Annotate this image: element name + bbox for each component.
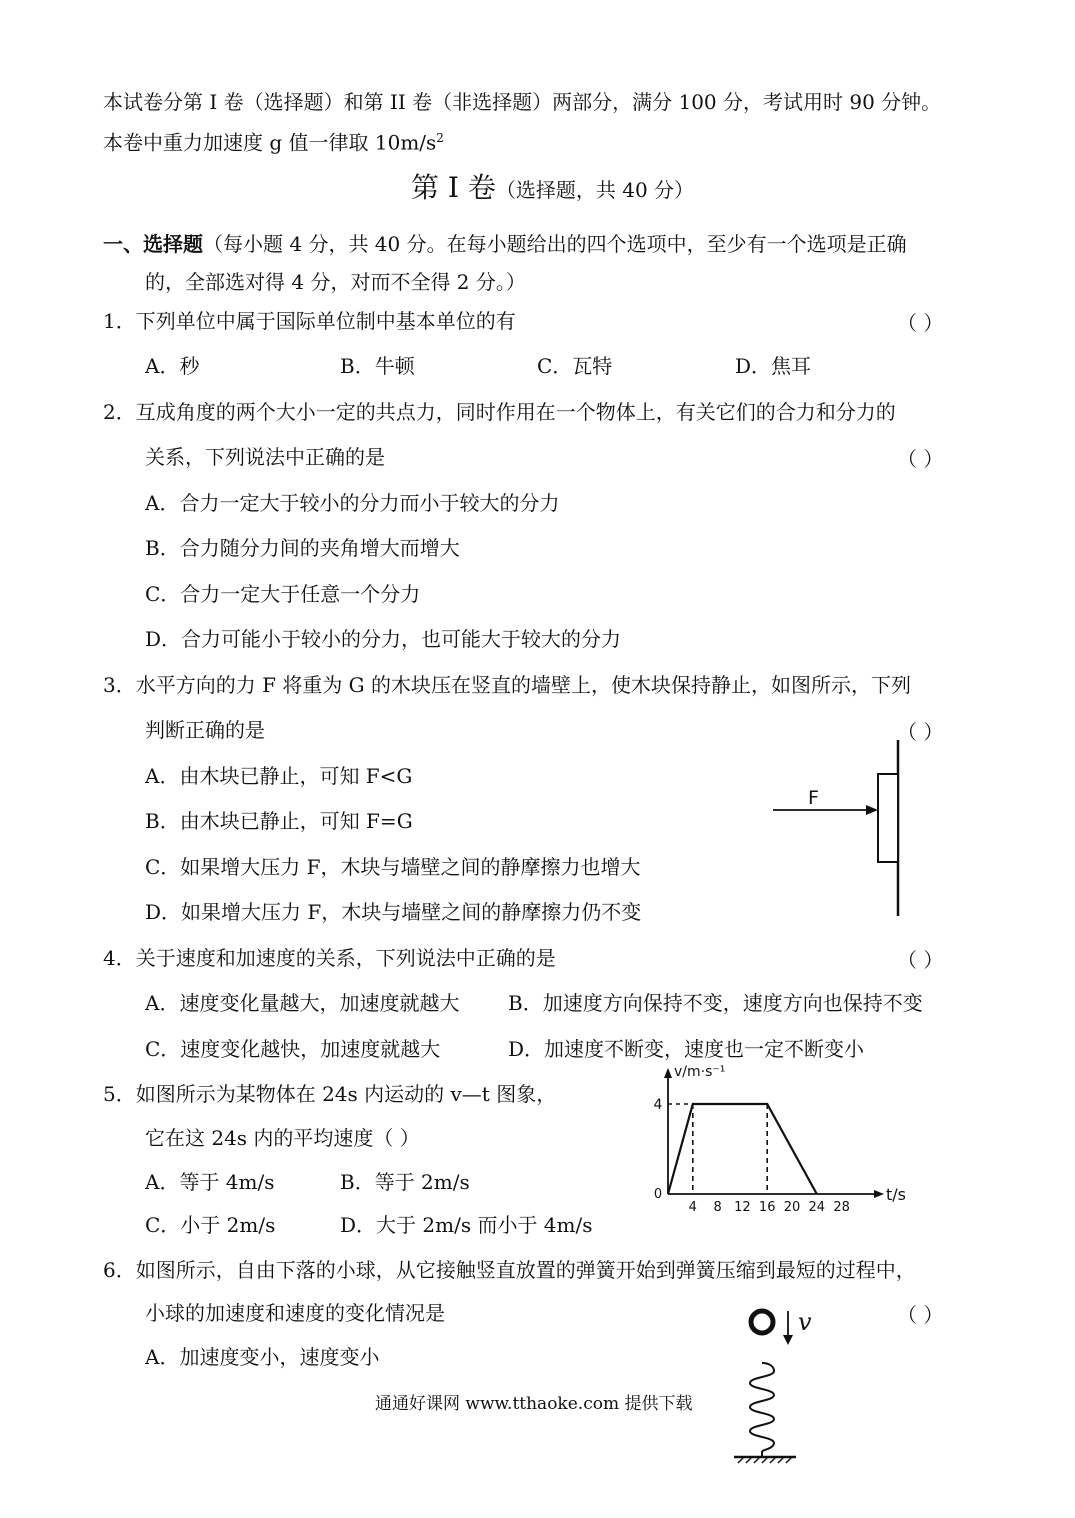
question-1-stem: 1．下列单位中属于国际单位制中基本单位的有 xyxy=(103,309,516,333)
question-3-figure xyxy=(770,740,910,920)
question-3-option-c: C．如果增大压力 F，木块与墙壁之间的静摩擦力也增大 xyxy=(145,855,641,879)
intro-line-2-sup: 2 xyxy=(436,131,444,145)
question-5-option-a: A．等于 4m/s xyxy=(145,1170,275,1194)
y-axis-label: v/m·s⁻¹ xyxy=(674,1064,726,1080)
x-tick-label: 28 xyxy=(833,1200,850,1215)
intro-line-2-text: 本卷中重力加速度 g 值一律取 10m/s xyxy=(103,130,437,155)
question-2-stem-1: 2．互成角度的两个大小一定的共点力，同时作用在一个物体上，有关它们的合力和分力的 xyxy=(103,400,896,424)
question-4-option-a: A．速度变化量越大，加速度就越大 xyxy=(145,991,460,1015)
origin-label: 0 xyxy=(653,1187,663,1202)
force-label: F xyxy=(808,787,819,809)
part-one-instruction-1: （每小题 4 分，共 40 分。在每小题给出的四个选项中，至少有一个选项是正确 xyxy=(203,232,907,256)
question-5-vt-graph xyxy=(650,1062,920,1215)
question-2-option-a: A．合力一定大于较小的分力而小于较大的分力 xyxy=(145,491,560,515)
intro-line-2 xyxy=(103,124,444,157)
question-3-stem-1: 3．水平方向的力 F 将重为 G 的木块压在竖直的墙壁上，使木块保持静止，如图所示，下列 xyxy=(103,673,912,697)
question-3-option-d: D．如果增大压力 F，木块与墙壁之间的静摩擦力仍不变 xyxy=(145,900,642,924)
question-3-option-b: B．由木块已静止，可知 F=G xyxy=(145,809,413,833)
question-6-figure xyxy=(730,1305,830,1475)
question-6-stem-1: 6．如图所示，自由下落的小球，从它接触竖直放置的弹簧开始到弹簧压缩到最短的过程中， xyxy=(103,1258,916,1282)
part-one-heading xyxy=(103,230,907,258)
part-one-title: 一、选择题 xyxy=(103,232,203,256)
part-one-instruction-2: 的，全部选对得 4 分，对而不全得 2 分。） xyxy=(145,270,526,294)
y-axis-arrow xyxy=(664,1068,672,1078)
question-1-option-d: D．焦耳 xyxy=(735,354,812,378)
velocity-arrow-head xyxy=(783,1335,793,1345)
question-1-option-c: C．瓦特 xyxy=(537,354,613,378)
velocity-label: v xyxy=(798,1308,812,1336)
question-3-option-a: A．由木块已静止，可知 F<G xyxy=(145,764,413,788)
question-1-option-a: A．秒 xyxy=(145,354,200,378)
question-5-option-d: D．大于 2m/s 而小于 4m/s xyxy=(340,1213,593,1237)
question-5-stem-1: 5．如图所示为某物体在 24s 内运动的 v—t 图象， xyxy=(103,1082,557,1106)
question-2-answer-paren[interactable]: （ ） xyxy=(897,447,944,471)
question-2-option-c: C．合力一定大于任意一个分力 xyxy=(145,582,421,606)
force-arrow-head xyxy=(866,805,878,815)
question-4-stem: 4．关于速度和加速度的关系，下列说法中正确的是 xyxy=(103,946,556,970)
question-6-answer-paren[interactable]: （ ） xyxy=(897,1303,944,1327)
question-4-option-b: B．加速度方向保持不变，速度方向也保持不变 xyxy=(508,991,923,1015)
question-2-stem-2: 关系，下列说法中正确的是 xyxy=(145,445,385,469)
x-tick-label: 8 xyxy=(713,1200,722,1215)
ball xyxy=(751,1311,773,1333)
question-6-stem-2: 小球的加速度和速度的变化情况是 xyxy=(145,1301,445,1325)
x-tick-label: 12 xyxy=(734,1200,751,1215)
intro-line-1: 本试卷分第 I 卷（选择题）和第 II 卷（非选择题）两部分，满分 100 分，考试用时 90 分钟。 xyxy=(103,90,942,114)
x-axis-label: t/s xyxy=(886,1185,906,1204)
section-subtitle: （选择题，共 40 分） xyxy=(495,178,695,202)
question-6-option-a: A．加速度变小，速度变小 xyxy=(145,1345,380,1369)
x-tick-label: 20 xyxy=(783,1200,801,1215)
x-tick-label: 4 xyxy=(688,1200,697,1215)
question-4-option-d: D．加速度不断变，速度也一定不断变小 xyxy=(508,1037,865,1061)
question-5-option-b: B．等于 2m/s xyxy=(340,1170,470,1194)
question-3-answer-paren[interactable]: （ ） xyxy=(897,720,944,744)
y-tick-label: 4 xyxy=(653,1097,663,1113)
spring xyxy=(750,1363,774,1451)
x-tick-label: 16 xyxy=(758,1200,776,1215)
question-4-answer-paren[interactable]: （ ） xyxy=(897,948,944,972)
question-1-answer-paren[interactable]: （ ） xyxy=(897,311,944,335)
question-2-option-d: D．合力可能小于较小的分力，也可能大于较大的分力 xyxy=(145,627,622,651)
velocity-curve xyxy=(668,1104,817,1194)
x-axis-arrow xyxy=(874,1190,884,1198)
question-3-stem-2: 判断正确的是 xyxy=(145,718,265,742)
question-4-option-c: C．速度变化越快，加速度就越大 xyxy=(145,1037,441,1061)
section-title xyxy=(411,171,695,204)
question-5-option-c: C．小于 2m/s xyxy=(145,1213,276,1237)
question-1-option-b: B．牛顿 xyxy=(340,354,415,378)
x-tick-label: 24 xyxy=(808,1200,826,1215)
question-2-option-b: B．合力随分力间的夹角增大而增大 xyxy=(145,536,460,560)
question-5-stem-2: 它在这 24s 内的平均速度（ ） xyxy=(145,1126,420,1150)
section-title-main: 第 I 卷 xyxy=(411,171,496,204)
footer-credit: 通通好课网 www.tthaoke.com 提供下载 xyxy=(375,1394,693,1414)
wood-block xyxy=(878,774,898,862)
